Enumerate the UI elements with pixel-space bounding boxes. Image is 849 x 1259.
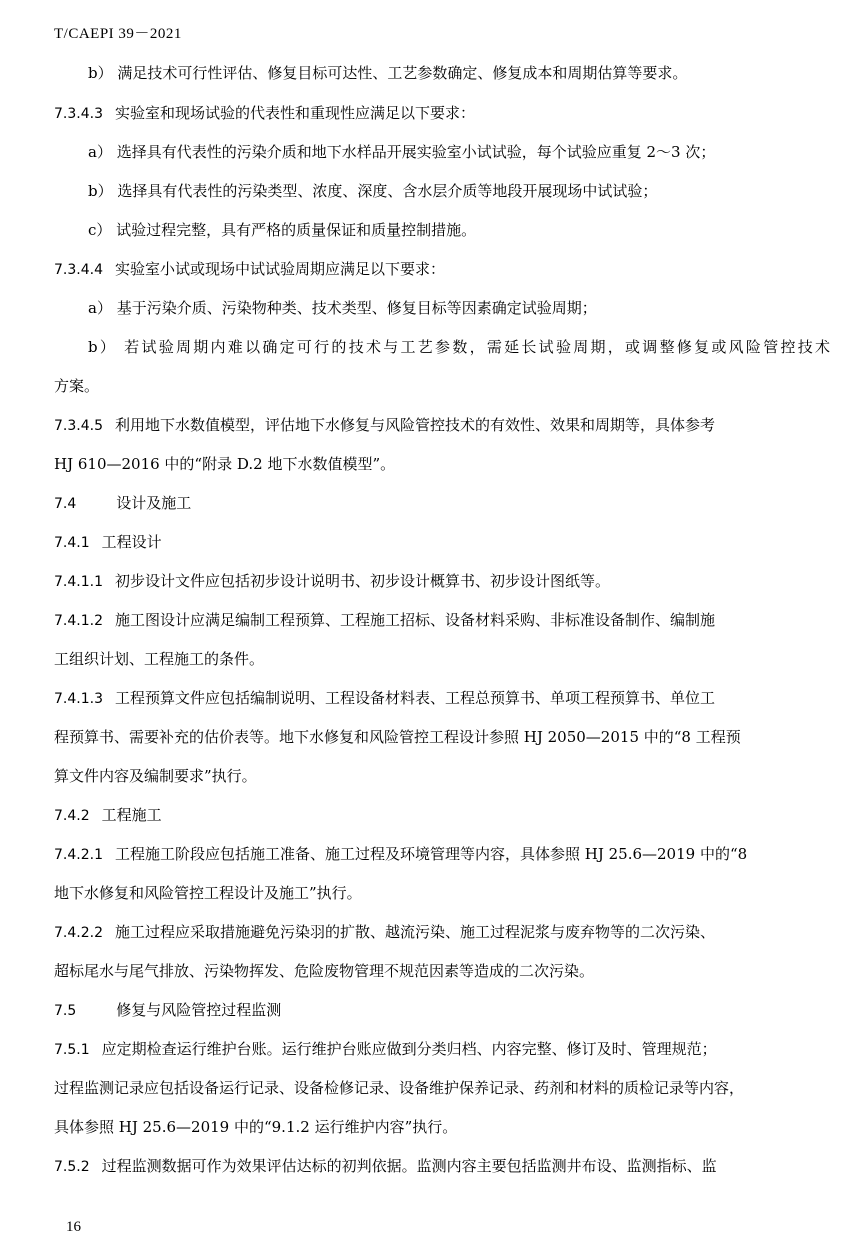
paragraph-continuation: 工组织计划、工程施工的条件。	[54, 650, 265, 668]
clause-7-4-1-2: 7.4.1.2 施工图设计应满足编制工程预算、工程施工招标、设备材料采购、非标准设备制作、编制施	[54, 611, 715, 629]
list-item-a: a） 基于污染介质、污染物种类、技术类型、修复目标等因素确定试验周期；	[88, 299, 597, 317]
paragraph-continuation: 具体参照 HJ 25.6—2019 中的“9.1.2 运行维护内容”执行。	[54, 1118, 458, 1136]
list-item-a: a） 选择具有代表性的污染介质和地下水样品开展实验室小试试验，每个试验应重复 2～3 次；	[88, 143, 716, 161]
clause-7-4-2-2: 7.4.2.2 施工过程应采取措施避免污染羽的扩散、越流污染、施工过程泥浆与废弃物等的二次污染、	[54, 923, 715, 941]
clause-7-3-4-4: 7.3.4.4 实验室小试或现场中试试验周期应满足以下要求：	[54, 260, 445, 278]
list-item-b: b） 满足技术可行性评估、修复目标可达性、工艺参数确定、修复成本和周期估算等要求。	[88, 64, 688, 82]
clause-7-5-1: 7.5.1 应定期检查运行维护台账。运行维护台账应做到分类归档、内容完整、修订及时、管理规范；	[54, 1040, 717, 1058]
clause-7-4-1-1: 7.4.1.1 初步设计文件应包括初步设计说明书、初步设计概算书、初步设计图纸等。	[54, 572, 610, 590]
section-heading-7-5: 7.5 修复与风险管控过程监测	[54, 1001, 282, 1019]
clause-7-4-1-3: 7.4.1.3 工程预算文件应包括编制说明、工程设备材料表、工程总预算书、单项工程预算书、单位工	[54, 689, 715, 707]
clause-7-4-2-1: 7.4.2.1 工程施工阶段应包括施工准备、施工过程及环境管理等内容，具体参照 HJ 25.6—2019 中的“8	[54, 845, 748, 863]
section-heading-7-4: 7.4 设计及施工	[54, 494, 192, 512]
paragraph-continuation: 程预算书、需要补充的估价表等。地下水修复和风险管控工程设计参照 HJ 2050—2015 中的“8 工程预	[54, 728, 741, 746]
paragraph-continuation: 地下水修复和风险管控工程设计及施工”执行。	[54, 884, 362, 902]
document-id-header: T/CAEPI 39－2021	[54, 26, 182, 42]
paragraph-continuation: 算文件内容及编制要求”执行。	[54, 767, 257, 785]
paragraph-continuation: 过程监测记录应包括设备运行记录、设备检修记录、设备维护保养记录、药剂和材料的质检记录等内容，	[54, 1079, 745, 1097]
clause-7-5-2: 7.5.2 过程监测数据可作为效果评估达标的初判依据。监测内容主要包括监测井布设、监测指标、监	[54, 1157, 717, 1175]
section-heading-7-4-1: 7.4.1 工程设计	[54, 533, 162, 551]
section-heading-7-4-2: 7.4.2 工程施工	[54, 806, 162, 824]
list-item-b: b） 选择具有代表性的污染类型、浓度、深度、含水层介质等地段开展现场中试试验；	[88, 182, 658, 200]
page-number: 16	[66, 1219, 81, 1235]
clause-7-3-4-3: 7.3.4.3 实验室和现场试验的代表性和重现性应满足以下要求：	[54, 104, 475, 122]
list-item-b: b） 若试验周期内难以确定可行的技术与工艺参数，需延长试验周期，或调整修复或风险管控技术	[88, 338, 830, 356]
paragraph-continuation: HJ 610—2016 中的“附录 D.2 地下水数值模型”。	[54, 455, 396, 473]
paragraph-continuation: 方案。	[54, 377, 100, 395]
clause-7-3-4-5: 7.3.4.5 利用地下水数值模型，评估地下水修复与风险管控技术的有效性、效果和周期等，具体参考	[54, 416, 715, 434]
paragraph-continuation: 超标尾水与尾气排放、污染物挥发、危险废物管理不规范因素等造成的二次污染。	[54, 962, 595, 980]
list-item-c: c） 试验过程完整，具有严格的质量保证和质量控制措施。	[88, 221, 477, 239]
